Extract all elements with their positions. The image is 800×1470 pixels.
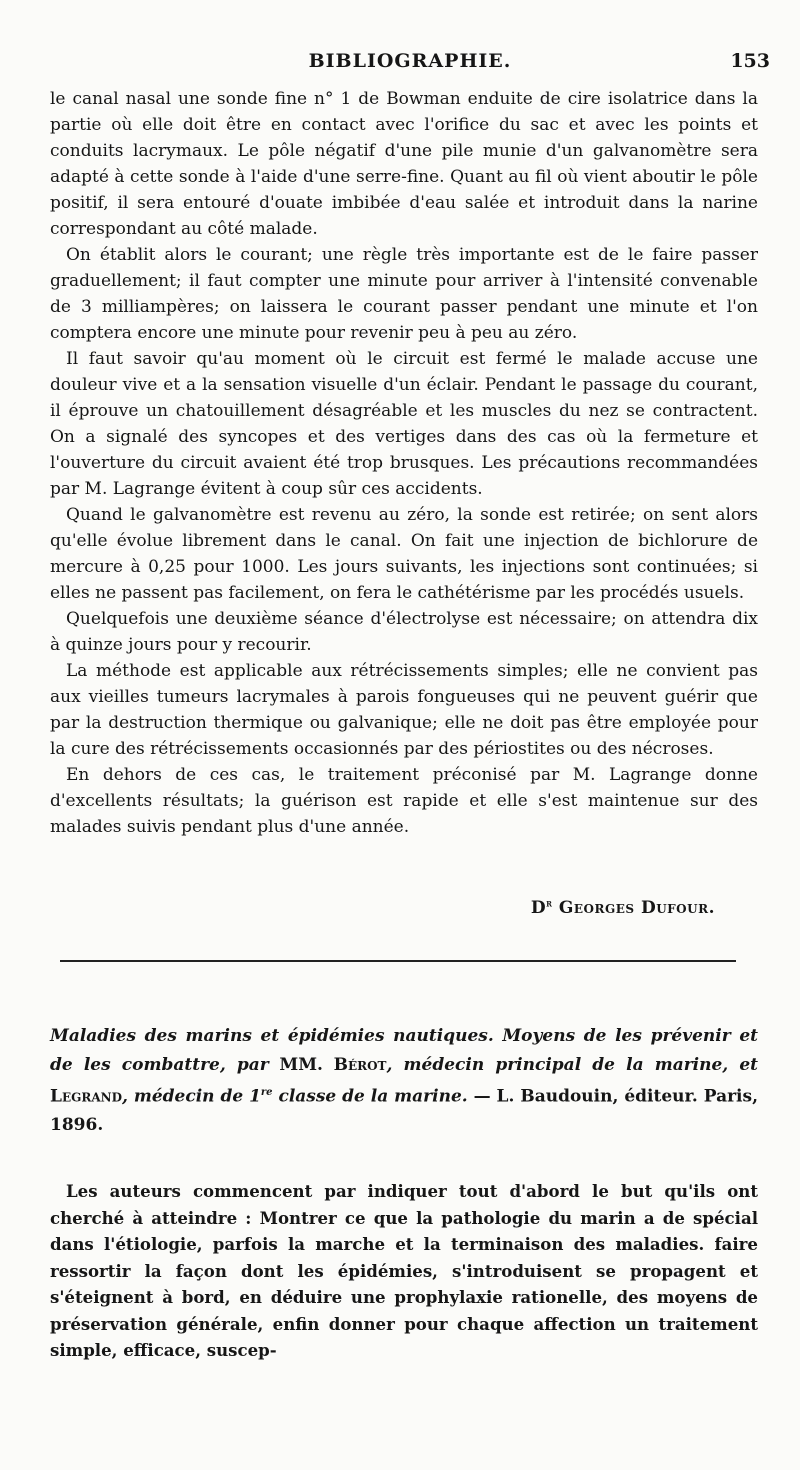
author-signature [531,898,715,918]
review-paragraph: Les auteurs commencent par indiquer tout d'abord le but qu'ils ont cherché à atteindre : Montrer ce que la pathologie du marin a de spécial dans l'étiologie, parfois la marche et la terminaison des maladies. faire ressortir la façon dont les épidémies, s'introduisent se propagent et s'éteignent à bord, en déduire une prophylaxie rationelle, des moyens de préservation générale, enfin donner pour chaque affection un traitement simple, efficace, suscep- [50,1181,758,1360]
signature-name: Georges Dufour. [558,898,715,918]
author-role-superscript: re [260,1087,273,1098]
running-title: BIBLIOGRAPHIE. [308,50,512,72]
signature-superscript: r [546,898,553,910]
running-header [50,50,770,80]
article-paragraph: le canal nasal une sonde fine n° 1 de Bowman enduite de cire isolatrice dans la partie où elle doit être en contact avec l'orifice du sac et avec les points et conduits lacrymaux. Le pôle négatif d'une pile munie d'un galvanomètre sera adapté à cette sonde à l'aide d'une serre-fine. Quant au fil où vient aboutir le pôle positif, il sera entouré d'ouate imbibée d'eau salée et introduit dans la narine correspondant au côté malade. [50,89,758,239]
author-name: Legrand [50,1086,123,1107]
book-title: Maladies des marins et épidémies nautiques. Moyens de les prévenir et de les combattre, par [50,1026,758,1075]
section-divider [60,960,736,962]
signature-prefix: D [530,898,547,918]
publisher-info: — L. Baudouin, éditeur. Paris, 1896. [50,1086,758,1136]
article-paragraph: Quand le galvanomètre est revenu au zéro, la sonde est retirée; on sent alors qu'elle évolue librement dans le canal. On fait une injection de bichlorure de mercure à 0,25 pour 1000. Les jours suivants, les injections sont continuées; si elles ne passent pas facilement, on fera le cathétérisme par les procédés usuels. [50,505,758,603]
author-role: , médecin de 1 [122,1086,261,1107]
article-paragraph: Il faut savoir qu'au moment où le circuit est fermé le malade accuse une douleur vive et a la sensation visuelle d'un éclair. Pendant le passage du courant, il éprouve un chatouillement désagréable et les muscles du nez se contractent. On a signalé des syncopes et des vertiges dans des cas où la fermeture et l'ouverture du circuit avaient été trop brusques. Les précautions recommandées par M. Lagrange évitent à coup sûr ces accidents. [50,349,758,499]
article-paragraph: La méthode est applicable aux rétrécissements simples; elle ne convient pas aux vieilles tumeurs lacrymales à parois fongueuses qui ne peuvent guérir que par la destruction thermique ou galvanique; elle ne doit pas être employée pour la cure des rétrécissements occasionnés par des périostites ou des nécroses. [50,661,758,759]
authors-prefix: MM. [279,1054,323,1075]
page-number: 153 [730,50,770,72]
article-paragraph: Quelquefois une deuxième séance d'électrolyse est nécessaire; on attendra dix à quinze jours pour y recourir. [50,609,758,655]
author-name: Bérot [333,1054,387,1075]
review-body [50,1178,758,1364]
author-role: , médecin principal de la marine, et [386,1054,759,1075]
article-paragraph: En dehors de ces cas, le traitement préconisé par M. Lagrange donne d'excellents résultats; la guérison est rapide et elle s'est maintenue sur des malades suivis pendant plus d'une année. [50,765,758,837]
article-body [50,86,758,840]
author-role: classe de la marine. [272,1086,468,1107]
bibliographic-entry [50,1022,758,1140]
article-paragraph: On établit alors le courant; une règle très importante est de le faire passer graduellement; il faut compter une minute pour arriver à l'intensité convenable de 3 milliampères; on laissera le courant passer pendant une minute et l'on comptera encore une minute pour revenir peu à peu au zéro. [50,245,758,343]
